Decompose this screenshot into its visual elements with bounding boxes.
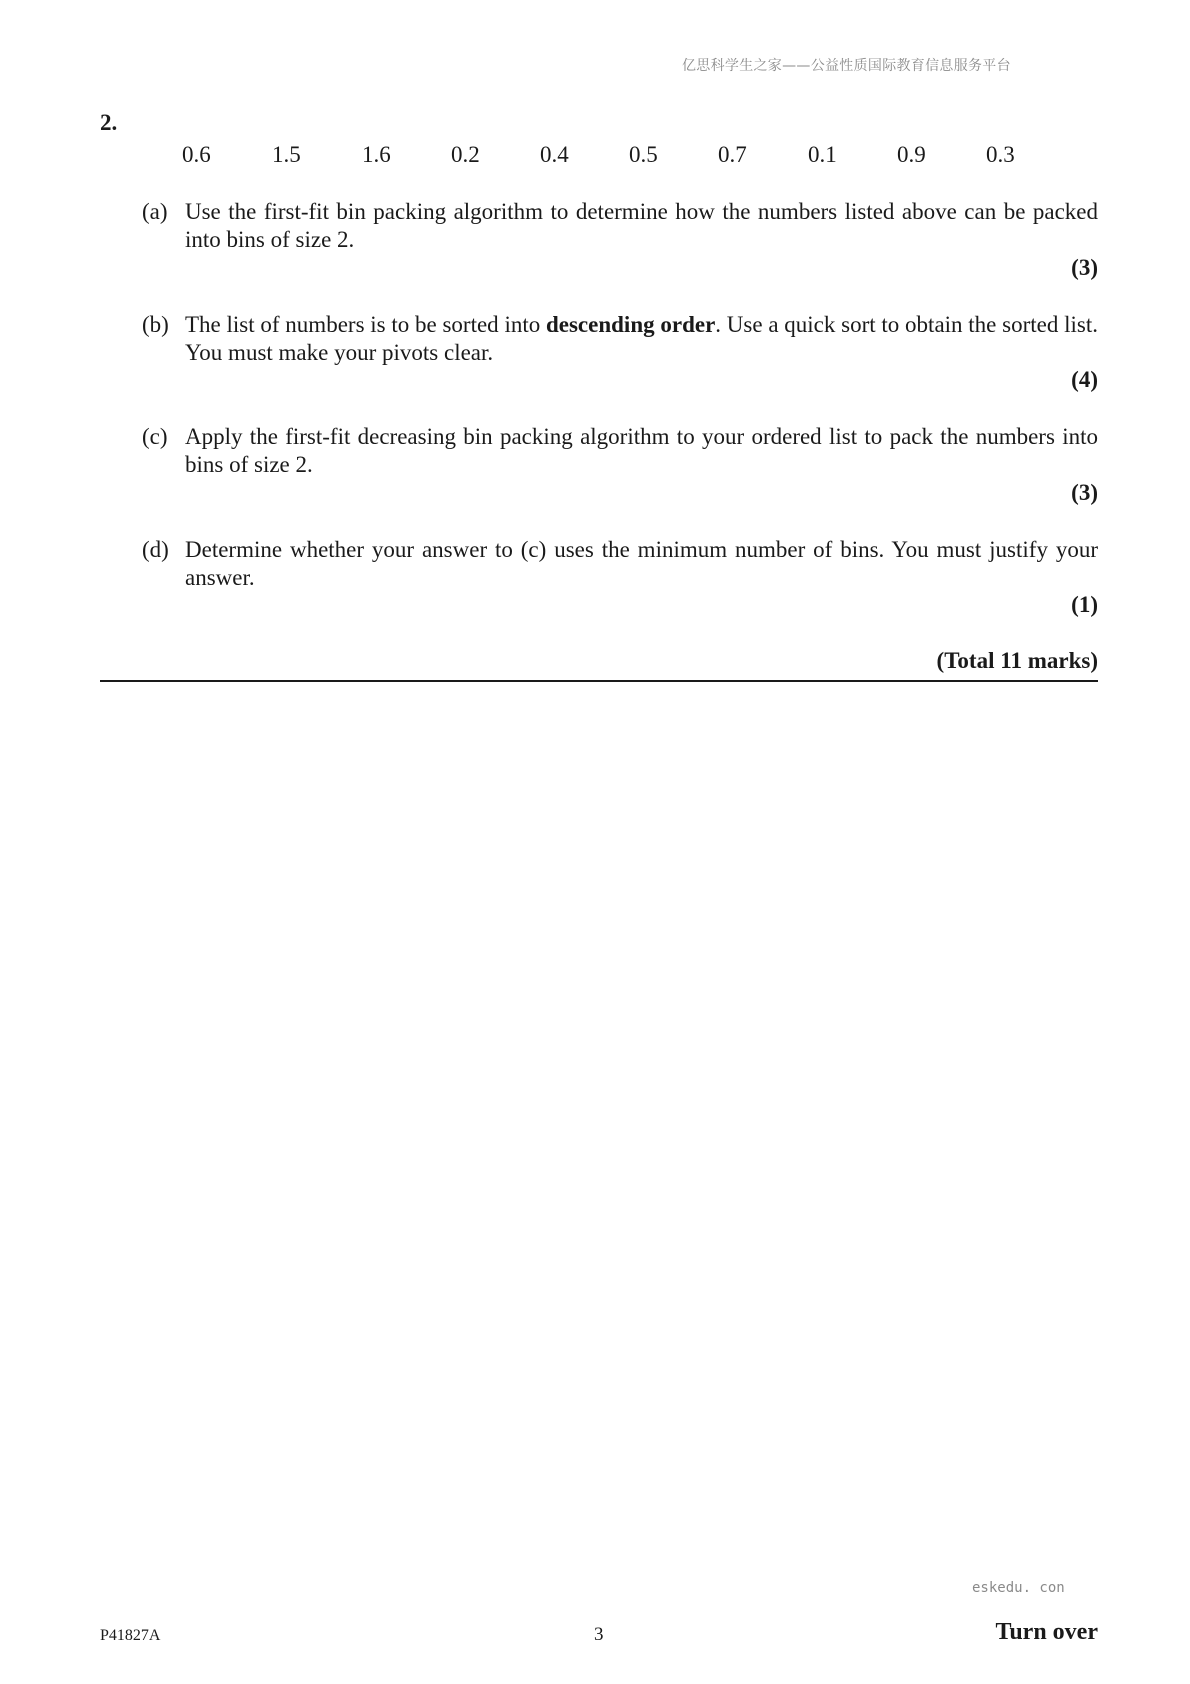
list-value: 0.7 <box>718 142 747 167</box>
part-label: (b) <box>142 312 169 337</box>
part-text-end: . Use a quick sort to obtain the sorted list. You must make your pivots clear. <box>185 312 1098 365</box>
part-text: Apply the first-fit decreasing bin packing algorithm to your ordered list to pack the numbers into bins of size 2. <box>185 424 1098 477</box>
list-value: 0.6 <box>182 142 211 167</box>
total-marks: (Total 11 marks) <box>936 648 1098 673</box>
part-label: (c) <box>142 424 168 449</box>
part-c <box>142 423 1098 479</box>
part-a <box>142 198 1098 254</box>
part-text: Use the first-fit bin packing algorithm to determine how the numbers listed above can be packed into bins of size 2. <box>185 199 1098 252</box>
part-b <box>142 311 1098 367</box>
footer-watermark: eskedu. con <box>972 1580 1065 1596</box>
list-value: 0.3 <box>986 142 1015 167</box>
list-value: 1.6 <box>362 142 391 167</box>
part-text-start: The list of numbers is to be sorted into <box>185 312 546 337</box>
list-value: 1.5 <box>272 142 301 167</box>
question-number: 2. <box>100 110 118 135</box>
part-a-marks: (3) <box>1071 255 1098 280</box>
part-c-marks: (3) <box>1071 480 1098 505</box>
part-text-emphasis: descending order <box>545 312 716 337</box>
list-value: 0.5 <box>629 142 658 167</box>
part-text: Determine whether your answer to (c) uses the minimum number of bins. You must justify your answer. <box>185 537 1098 590</box>
part-d-marks: (1) <box>1071 592 1098 617</box>
part-d <box>142 536 1098 592</box>
list-value: 0.2 <box>451 142 480 167</box>
turn-over-label: Turn over <box>995 1619 1098 1645</box>
part-text <box>185 311 1098 367</box>
header-watermark: 亿思科学生之家——公益性质国际教育信息服务平台 <box>682 58 1011 74</box>
paper-code: P41827A <box>100 1627 161 1644</box>
list-value: 0.1 <box>808 142 837 167</box>
question-divider <box>100 680 1098 682</box>
part-b-marks: (4) <box>1071 367 1098 392</box>
part-label: (d) <box>142 537 169 562</box>
part-label: (a) <box>142 199 168 224</box>
page-number: 3 <box>594 1624 604 1645</box>
list-value: 0.4 <box>540 142 569 167</box>
list-value: 0.9 <box>897 142 926 167</box>
